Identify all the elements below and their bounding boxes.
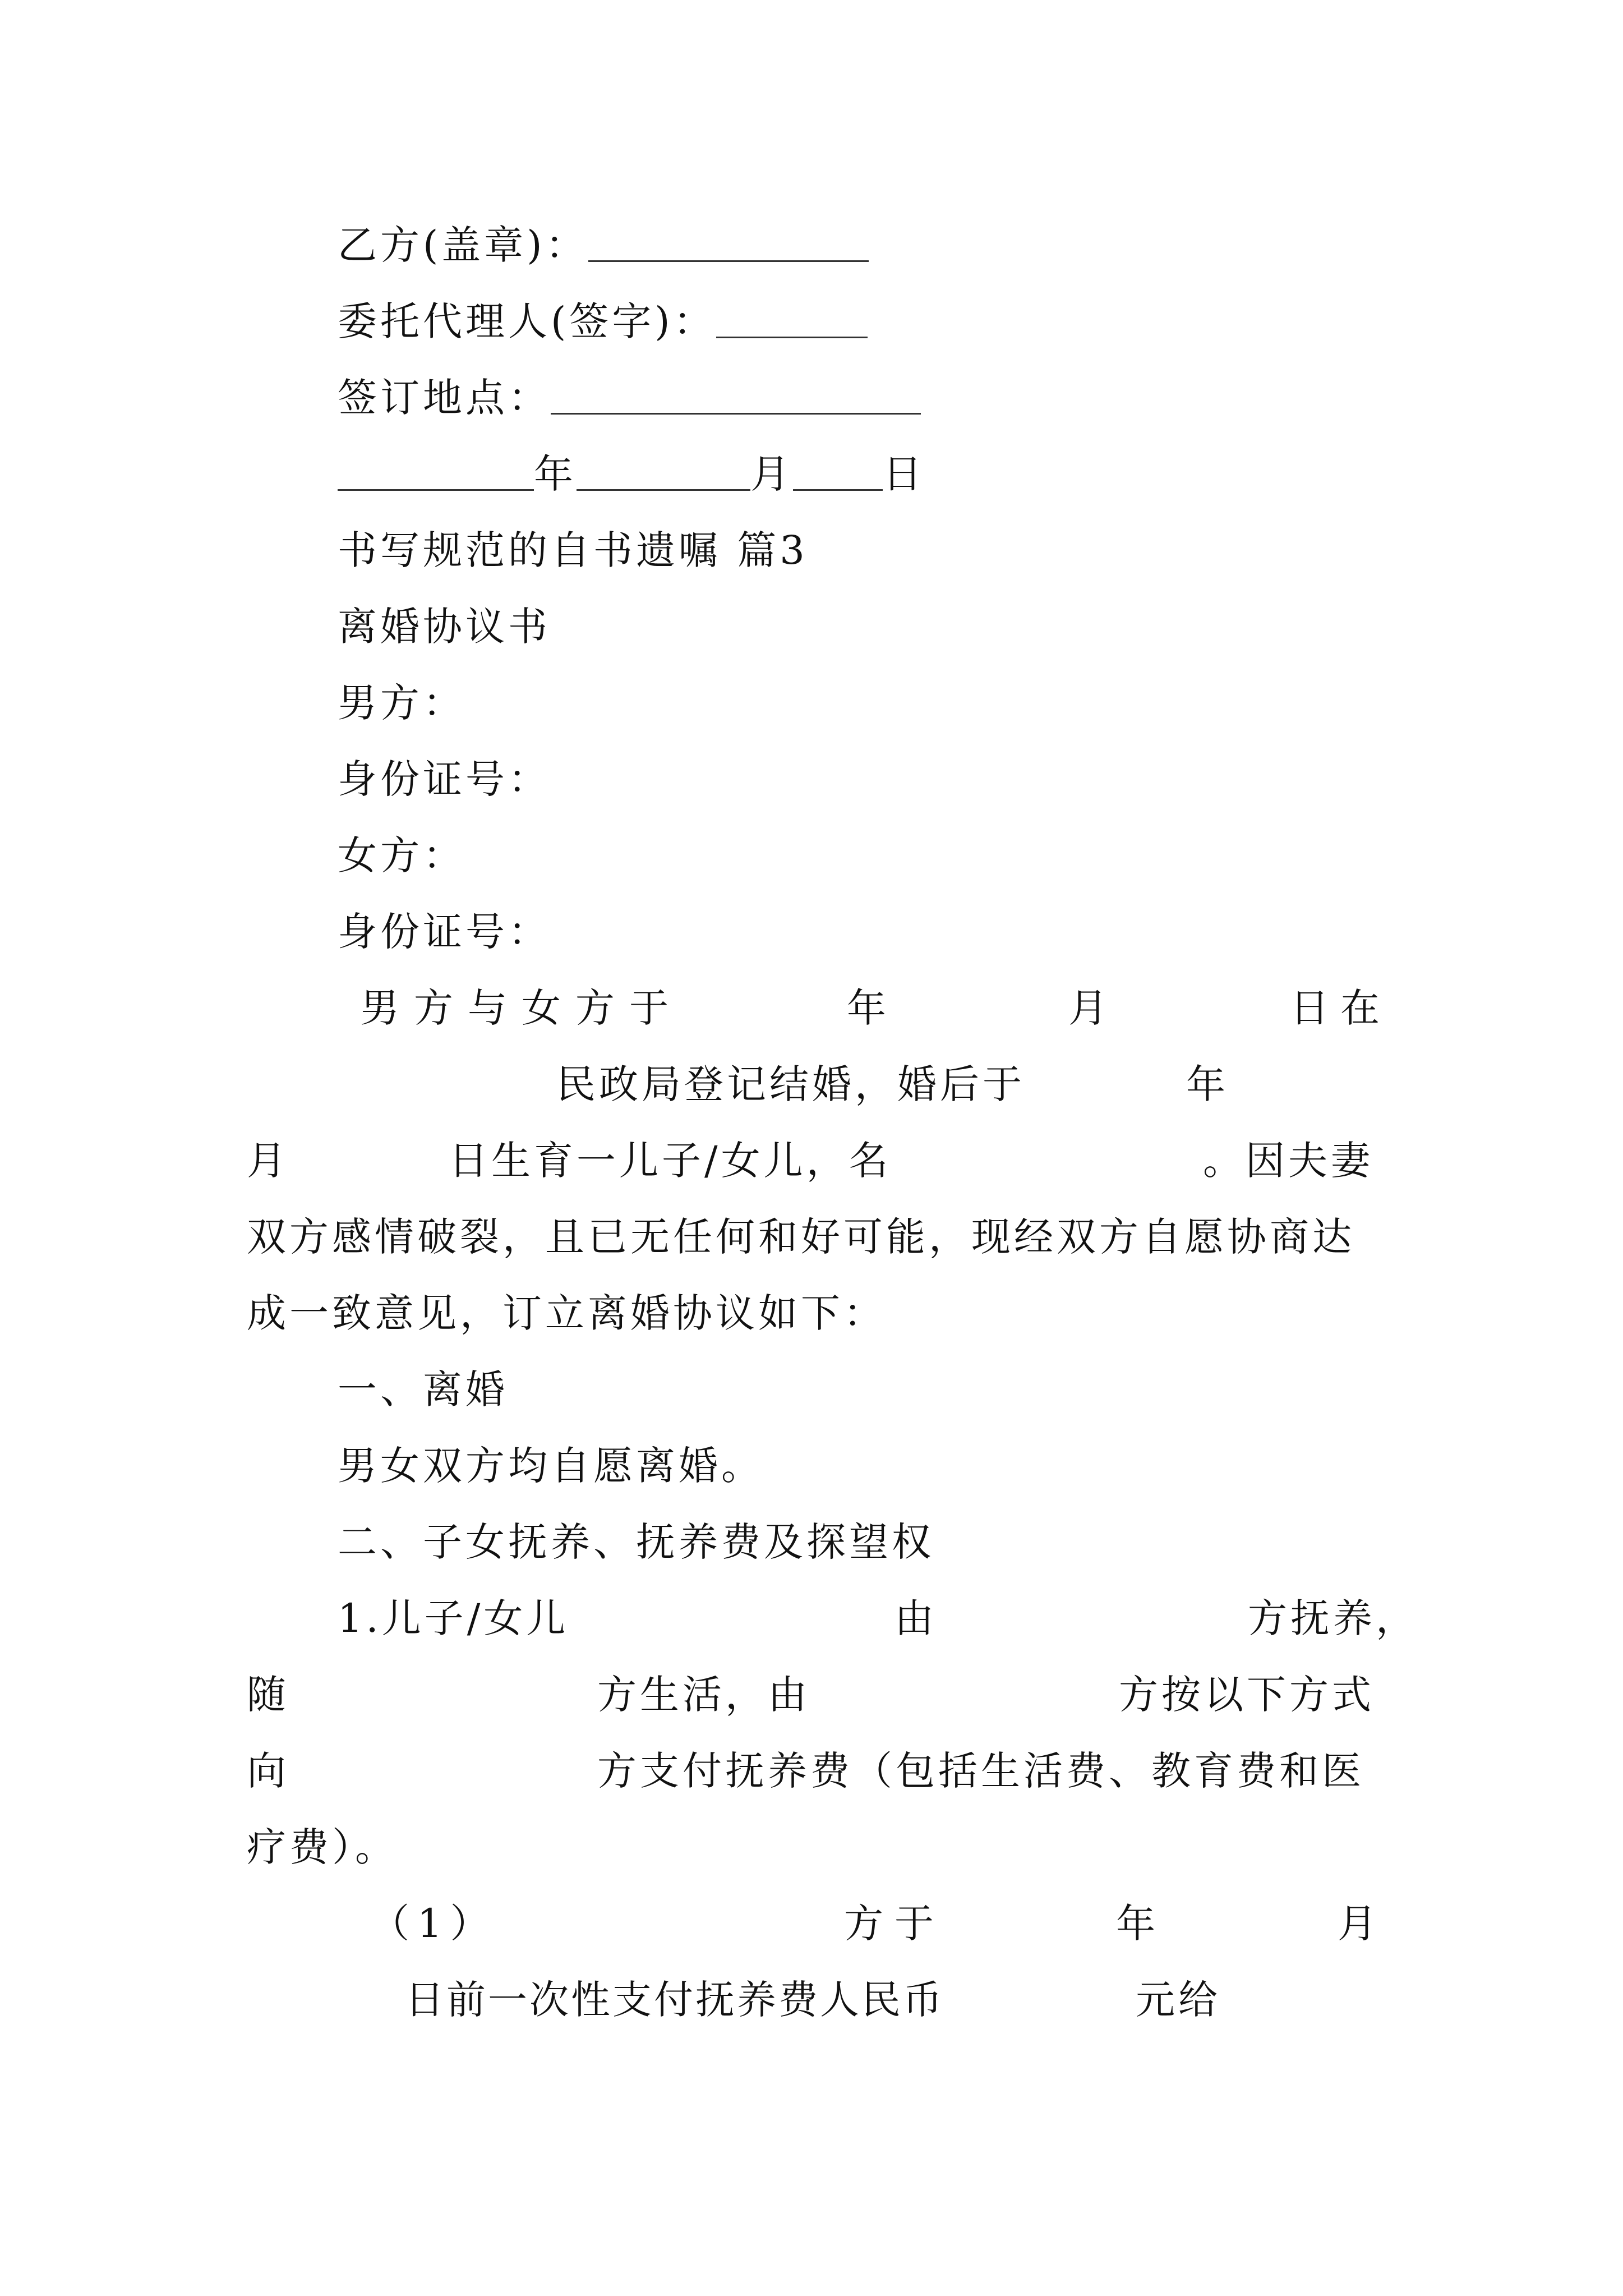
day-label: 日	[883, 451, 925, 497]
intro-l1-d: 日在	[1290, 985, 1391, 1031]
s2-p1-l2-b: 方生活，由	[597, 1672, 810, 1718]
intro-l3-c: 。因夫妻	[1203, 1138, 1373, 1184]
month-blank	[577, 489, 750, 491]
intro-l5: 成一致意见，订立离婚协议如下：	[247, 1290, 886, 1336]
month-label: 月	[750, 451, 793, 497]
agent-signature-blank	[716, 337, 868, 338]
year-blank	[338, 489, 534, 491]
signing-place-label: 签订地点：	[338, 375, 551, 421]
intro-l3-a: 月	[247, 1138, 289, 1184]
s2-p1-l3-a: 向	[247, 1748, 289, 1794]
signing-date-line	[338, 451, 925, 497]
s2-p1-l2-c: 方按以下方式	[1119, 1672, 1375, 1718]
agreement-title: 离婚协议书	[338, 604, 551, 650]
female-id-label: 身份证号：	[338, 909, 551, 955]
section-1-heading: 一、离婚	[338, 1366, 508, 1412]
intro-l4: 双方感情破裂，且已无任何和好可能，现经双方自愿协商达	[247, 1214, 1355, 1260]
section-1-body: 男女双方均自愿离婚。	[338, 1443, 764, 1489]
day-blank	[793, 489, 883, 491]
s2-p1-l1-b: 由	[895, 1595, 937, 1641]
s2-p1-l2-a: 随	[247, 1672, 289, 1718]
party-b-seal-line	[338, 222, 869, 268]
intro-l3-b: 日生育一儿子/女儿，名	[449, 1138, 892, 1184]
s2-p2-l1-c: 年	[1116, 1901, 1159, 1947]
intro-l1-a: 男方与女方于	[360, 985, 683, 1031]
s2-p1-l1-c: 方抚养，	[1248, 1595, 1418, 1641]
s2-p2-l2-a: 日前一次性支付抚养费人民币	[405, 1977, 944, 2023]
signing-place-blank	[551, 413, 921, 415]
s2-p1-l4: 疗费）。	[247, 1824, 398, 1870]
intro-l2-b: 年	[1186, 1061, 1229, 1107]
s2-p2-l1-b: 方于	[844, 1901, 945, 1947]
s2-p2-l2-b: 元给	[1136, 1977, 1221, 2023]
s2-p1-l3-b: 方支付抚养费（包括生活费、教育费和医	[597, 1748, 1364, 1794]
intro-l2-a: 民政局登记结婚，婚后于	[556, 1061, 1025, 1107]
s2-p1-l1-a: 1.儿子/女儿	[338, 1595, 569, 1641]
party-b-seal-blank	[588, 260, 869, 262]
s2-p2-l1-d: 月	[1338, 1901, 1380, 1947]
male-party-label: 男方：	[338, 680, 465, 726]
intro-l1-c: 月	[1068, 985, 1111, 1031]
year-label: 年	[534, 451, 577, 497]
agent-signature-line	[338, 298, 868, 344]
intro-l1-b: 年	[847, 985, 889, 1031]
section-heading: 书写规范的自书遗嘱 篇3	[338, 527, 808, 573]
male-id-label: 身份证号：	[338, 756, 551, 802]
signing-place-line	[338, 375, 921, 421]
female-party-label: 女方：	[338, 832, 465, 878]
section-2-heading: 二、子女抚养、抚养费及探望权	[338, 1519, 934, 1565]
s2-p2-l1-a: （1）	[370, 1901, 497, 1947]
party-b-seal-label: 乙方(盖章)：	[338, 222, 588, 268]
agent-signature-label: 委托代理人(签字)：	[338, 298, 716, 344]
